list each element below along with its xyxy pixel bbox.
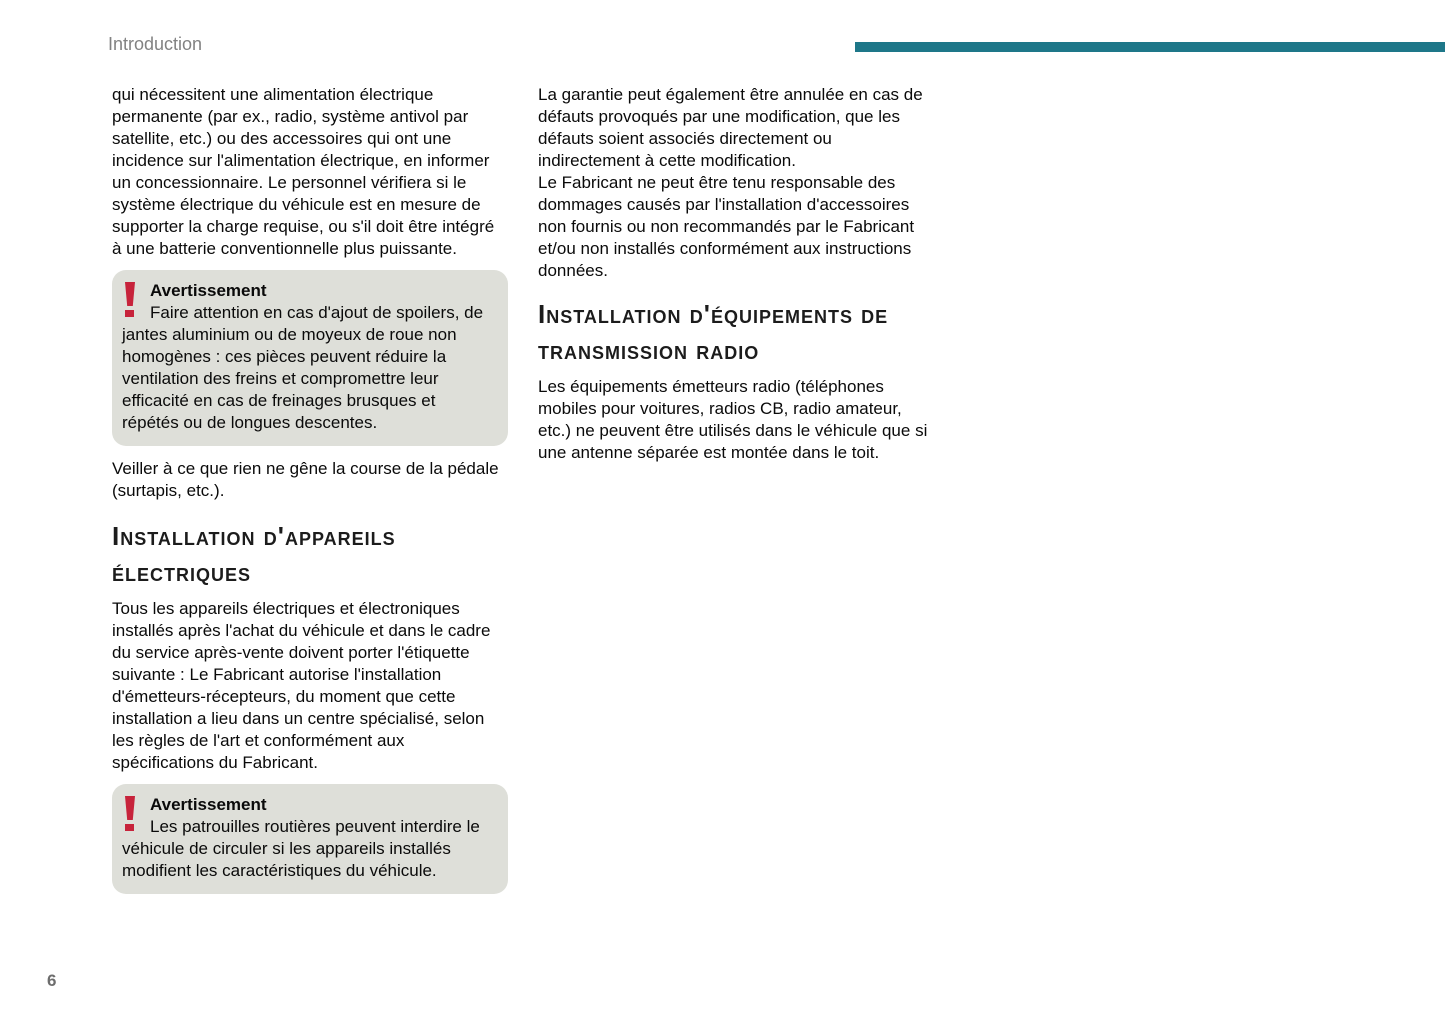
- header-section-title: Introduction: [108, 34, 203, 54]
- warning-box: [112, 784, 508, 894]
- warning-exclamation-icon: [122, 280, 142, 322]
- left-column: [112, 84, 508, 906]
- header-accent-bar: [855, 42, 1445, 52]
- paragraph: Tous les appareils électriques et électroniques installés après l'achat du véhicule et dans le cadre du service après-vente doivent porter l'étiquette suivante : Le Fabricant autorise l'installation d'émetteurs-récepteurs, du moment que cette installation a lieu dans un centre spécialisé, selon les règles de l'art et conformément aux spécifications du Fabricant.: [112, 599, 491, 772]
- paragraph: qui nécessitent une alimentation électrique permanente (par ex., radio, système antivol par satellite, etc.) ou des accessoires qui ont une incidence sur l'alimentation électrique, en informer un concessionnaire. Le personnel vérifiera si le système électrique du véhicule est en mesure de supporter la charge requise, ou s'il doit être intégré à une batterie conventionnelle plus puissante.: [112, 85, 495, 258]
- page-number: 6: [47, 971, 57, 990]
- warning-title: Avertissement: [150, 281, 267, 300]
- warning-title: Avertissement: [150, 795, 267, 814]
- warning-exclamation-icon: [122, 794, 142, 836]
- paragraph: Les équipements émetteurs radio (téléphones mobiles pour voitures, radios CB, radio amateur, etc.) ne peuvent être utilisés dans le véhicule que si une antenne séparée est montée dans le toit.: [538, 377, 928, 462]
- warning-box: [112, 270, 508, 446]
- right-column: [538, 84, 930, 464]
- warning-body: Faire attention en cas d'ajout de spoilers, de jantes aluminium ou de moyeux de roue non homogènes : ces pièces peuvent réduire la ventilation des freins et compromettre leur efficacité en cas de freinages brusques et répétés ou de longues descentes.: [122, 303, 484, 432]
- paragraph: La garantie peut également être annulée en cas de défauts provoqués par une modification, que les défauts soient associés directement ou indirectement à cette modification.: [538, 85, 923, 170]
- section-heading-radio-transmission: Installation d'équipements de transmission radio: [538, 299, 889, 365]
- warning-body: Les patrouilles routières peuvent interdire le véhicule de circuler si les appareils installés modifient les caractéristiques du véhicule.: [122, 817, 480, 880]
- paragraph: Veiller à ce que rien ne gêne la course de la pédale (surtapis, etc.).: [112, 459, 499, 500]
- section-heading-electrical-devices: Installation d'appareils électriques: [112, 521, 396, 587]
- paragraph: Le Fabricant ne peut être tenu responsable des dommages causés par l'installation d'accessoires non fournis ou non recommandés par le Fabricant et/ou non installés conformément aux instructions données.: [538, 173, 915, 280]
